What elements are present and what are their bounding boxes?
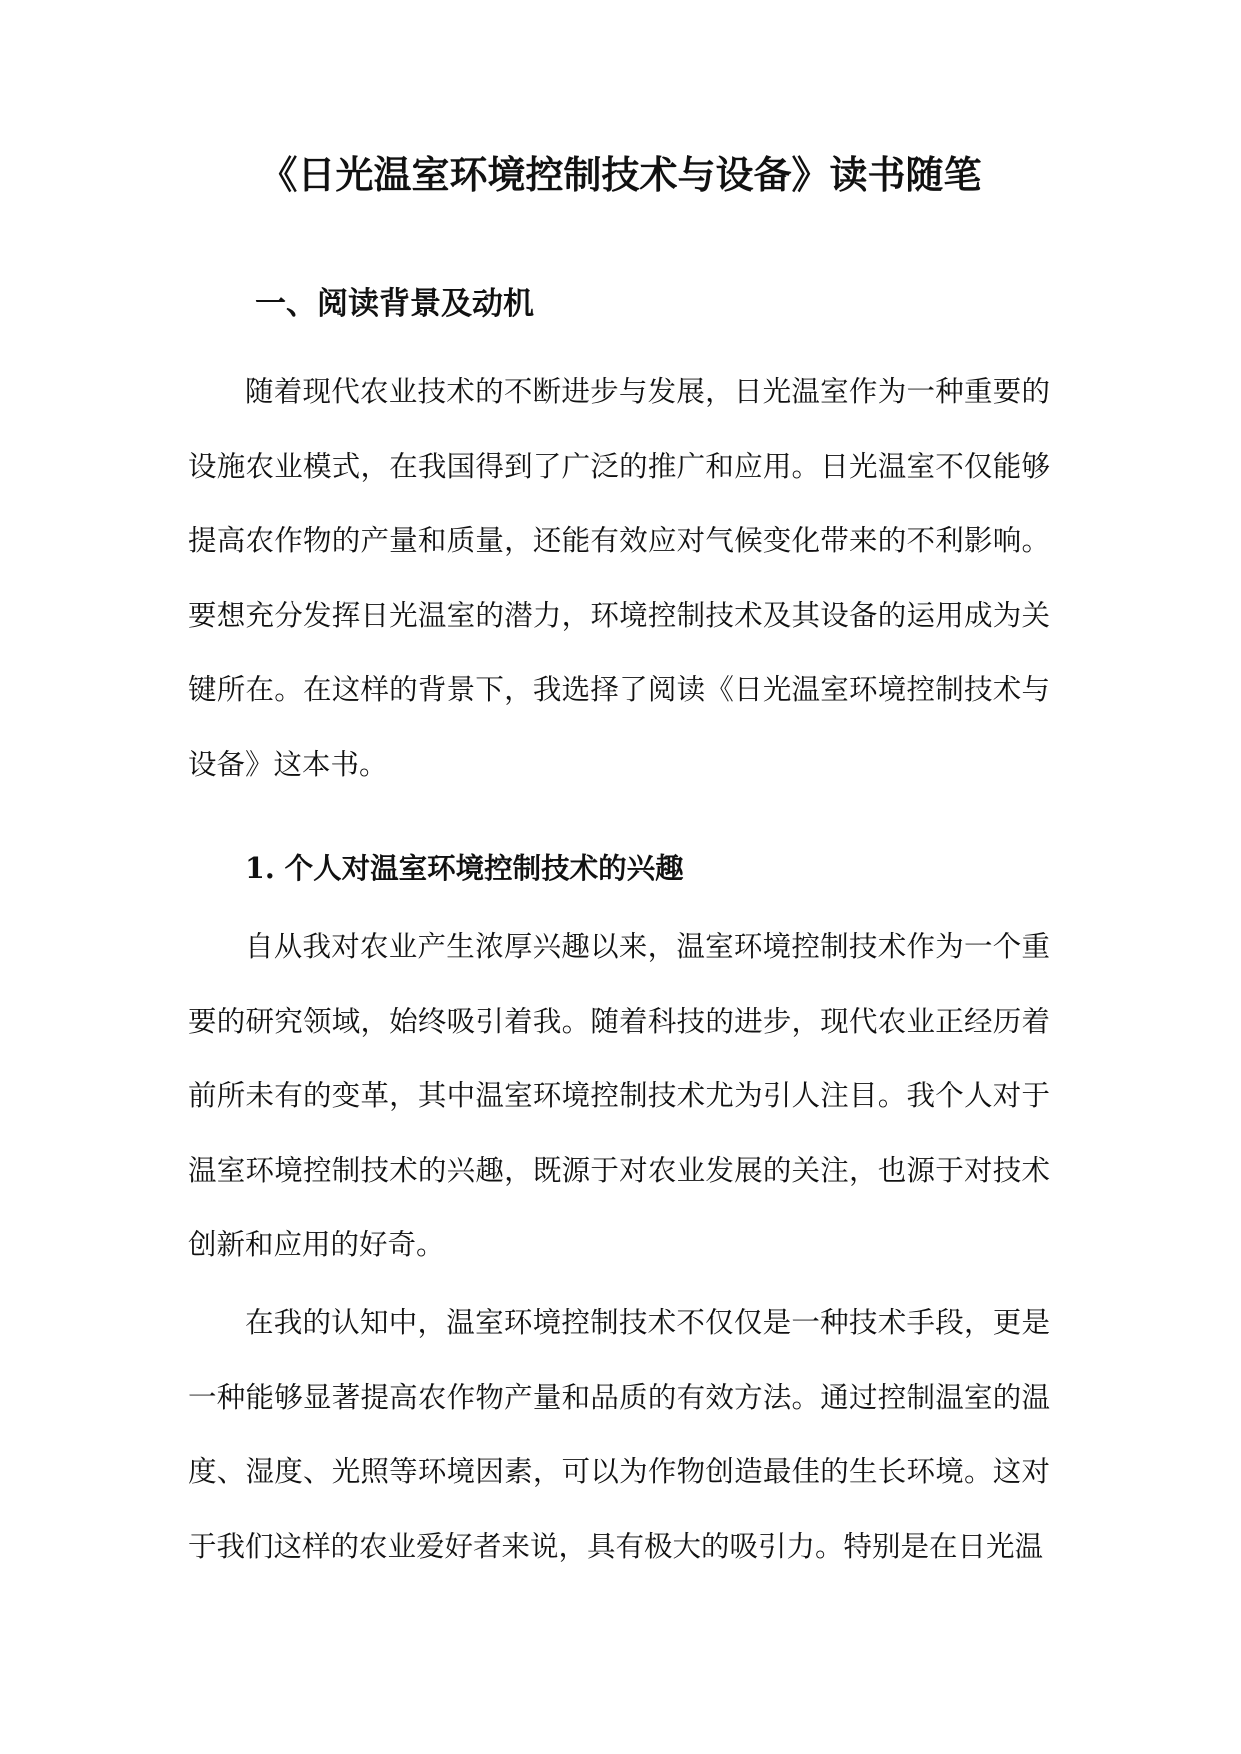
subsection-heading: 1. 个人对温室环境控制技术的兴趣 xyxy=(245,851,684,885)
paragraph-interest: 自从我对农业产生浓厚兴趣以来，温室环境控制技术作为一个重要的研究领域，始终吸引着我。随着科技的进步，现代农业正经历着前所未有的变革，其中温室环境控制技术尤为引人注目。我个人对于温室环境控制技术的兴趣，既源于对农业发展的关注，也源于对技术创新和应用的好奇。 xyxy=(188,930,1050,1261)
paragraph-cognition: 在我的认知中，温室环境控制技术不仅仅是一种技术手段，更是一种能够显著提高农作物产量和品质的有效方法。通过控制温室的温度、湿度、光照等环境因素，可以为作物创造最佳的生长环境。这对于我们这样的农业爱好者来说，具有极大的吸引力。特别是在日光温 xyxy=(188,1306,1050,1563)
document-title: 《日光温室环境控制技术与设备》读书随笔 xyxy=(259,152,982,197)
section-heading: 一、阅读背景及动机 xyxy=(255,286,534,322)
paragraph-background: 随着现代农业技术的不断进步与发展，日光温室作为一种重要的设施农业模式，在我国得到了广泛的推广和应用。日光温室不仅能够提高农作物的产量和质量，还能有效应对气候变化带来的不利影响。要想充分发挥日光温室的潜力，环境控制技术及其设备的运用成为关键所在。在这样的背景下，我选择了阅读《日光温室环境控制技术与设备》这本书。 xyxy=(188,375,1050,781)
